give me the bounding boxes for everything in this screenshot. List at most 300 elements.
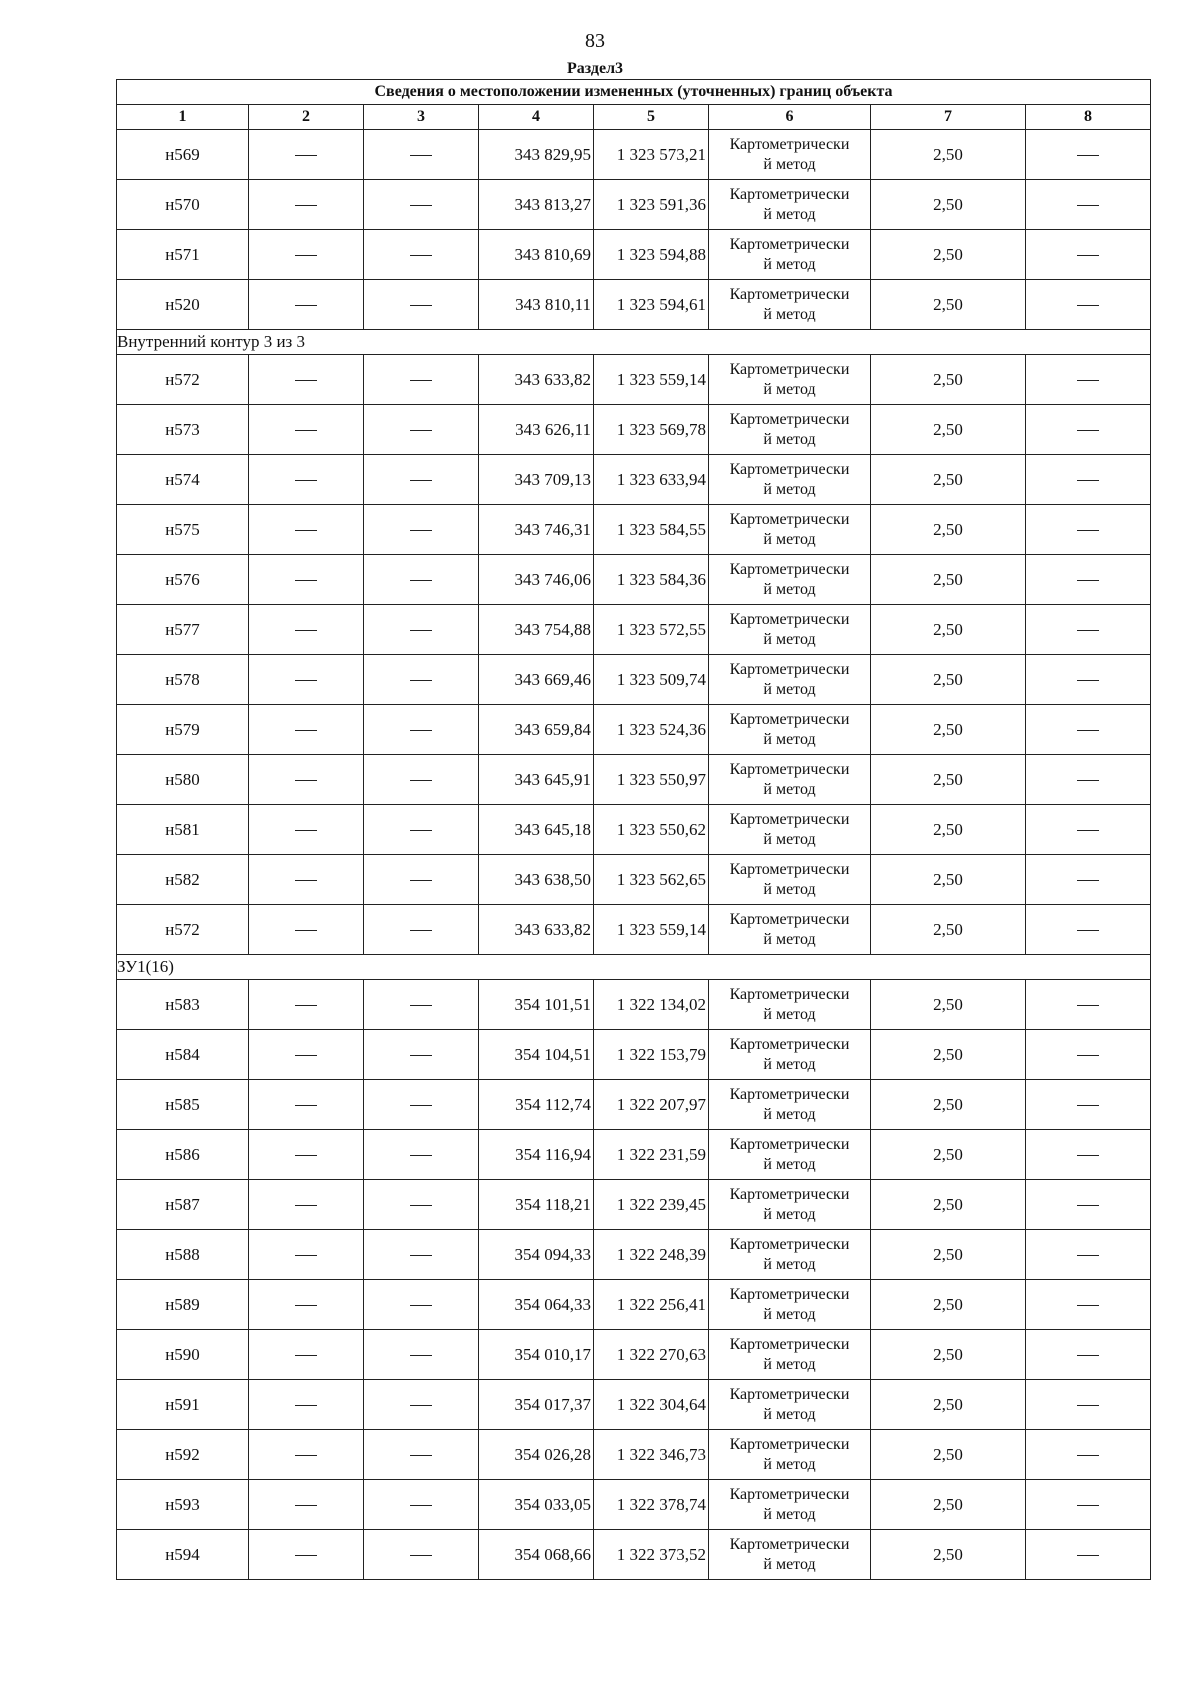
y-coordinate-cell: 1 322 270,63 bbox=[594, 1330, 709, 1380]
col8-empty-cell bbox=[1026, 230, 1151, 280]
dash-mark bbox=[410, 580, 432, 581]
precision-cell: 2,50 bbox=[871, 755, 1026, 805]
dash-mark bbox=[295, 930, 317, 931]
col3-empty-cell bbox=[364, 655, 479, 705]
y-coordinate-cell: 1 323 591,36 bbox=[594, 180, 709, 230]
y-coordinate-cell: 1 322 231,59 bbox=[594, 1130, 709, 1180]
dash-mark bbox=[410, 1405, 432, 1406]
col3-empty-cell bbox=[364, 855, 479, 905]
y-coordinate-cell: 1 322 373,52 bbox=[594, 1530, 709, 1580]
y-coordinate-cell: 1 323 573,21 bbox=[594, 130, 709, 180]
method-cell bbox=[709, 805, 871, 855]
method-line-1: Картометрически bbox=[729, 1335, 850, 1353]
dash-mark bbox=[410, 205, 432, 206]
dash-mark bbox=[295, 1455, 317, 1456]
col8-empty-cell bbox=[1026, 1530, 1151, 1580]
method-cell bbox=[709, 555, 871, 605]
precision-cell: 2,50 bbox=[871, 455, 1026, 505]
dash-mark bbox=[1077, 1405, 1099, 1406]
dash-mark bbox=[410, 530, 432, 531]
col3-empty-cell bbox=[364, 280, 479, 330]
point-id-cell: н579 bbox=[117, 705, 249, 755]
precision-cell: 2,50 bbox=[871, 855, 1026, 905]
col3-empty-cell bbox=[364, 355, 479, 405]
method-line-1: Картометрически bbox=[729, 810, 850, 828]
col3-empty-cell bbox=[364, 755, 479, 805]
col2-empty-cell bbox=[249, 705, 364, 755]
y-coordinate-cell: 1 323 569,78 bbox=[594, 405, 709, 455]
dash-mark bbox=[1077, 1305, 1099, 1306]
x-coordinate-cell: 354 068,66 bbox=[479, 1530, 594, 1580]
dash-mark bbox=[295, 880, 317, 881]
col2-empty-cell bbox=[249, 1080, 364, 1130]
method-cell bbox=[709, 1380, 871, 1430]
dash-mark bbox=[410, 255, 432, 256]
method-line-1: Картометрически bbox=[729, 135, 850, 153]
dash-mark bbox=[1077, 1255, 1099, 1256]
col2-empty-cell bbox=[249, 1130, 364, 1180]
precision-cell: 2,50 bbox=[871, 705, 1026, 755]
method-cell bbox=[709, 1430, 871, 1480]
dash-mark bbox=[410, 1155, 432, 1156]
col2-empty-cell bbox=[249, 655, 364, 705]
y-coordinate-cell: 1 322 248,39 bbox=[594, 1230, 709, 1280]
method-cell bbox=[709, 705, 871, 755]
dash-mark bbox=[410, 1105, 432, 1106]
point-id-cell: н593 bbox=[117, 1480, 249, 1530]
y-coordinate-cell: 1 322 134,02 bbox=[594, 980, 709, 1030]
col2-empty-cell bbox=[249, 980, 364, 1030]
col2-empty-cell bbox=[249, 905, 364, 955]
point-id-cell: н572 bbox=[117, 355, 249, 405]
dash-mark bbox=[1077, 1055, 1099, 1056]
table-row bbox=[117, 355, 1151, 405]
contour-group-label: ЗУ1(16) bbox=[117, 955, 1151, 980]
dash-mark bbox=[410, 1355, 432, 1356]
dash-mark bbox=[295, 1005, 317, 1006]
col3-empty-cell bbox=[364, 505, 479, 555]
col8-empty-cell bbox=[1026, 855, 1151, 905]
col8-empty-cell bbox=[1026, 805, 1151, 855]
table-row bbox=[117, 1330, 1151, 1380]
method-line-1: Картометрически bbox=[729, 760, 850, 778]
table-row bbox=[117, 1030, 1151, 1080]
table-row bbox=[117, 455, 1151, 505]
precision-cell: 2,50 bbox=[871, 280, 1026, 330]
point-id-cell: н588 bbox=[117, 1230, 249, 1280]
col3-empty-cell bbox=[364, 1180, 479, 1230]
x-coordinate-cell: 343 669,46 bbox=[479, 655, 594, 705]
contour-group-row bbox=[117, 330, 1151, 355]
point-id-cell: н573 bbox=[117, 405, 249, 455]
col3-empty-cell bbox=[364, 1280, 479, 1330]
table-row bbox=[117, 1530, 1151, 1580]
method-line-2: й метод bbox=[763, 1555, 816, 1573]
dash-mark bbox=[410, 380, 432, 381]
x-coordinate-cell: 354 033,05 bbox=[479, 1480, 594, 1530]
point-id-cell: н581 bbox=[117, 805, 249, 855]
x-coordinate-cell: 354 026,28 bbox=[479, 1430, 594, 1480]
point-id-cell: н576 bbox=[117, 555, 249, 605]
method-cell bbox=[709, 1080, 871, 1130]
y-coordinate-cell: 1 323 559,14 bbox=[594, 355, 709, 405]
method-line-2: й метод bbox=[763, 730, 816, 748]
col2-empty-cell bbox=[249, 280, 364, 330]
y-coordinate-cell: 1 323 594,88 bbox=[594, 230, 709, 280]
x-coordinate-cell: 354 094,33 bbox=[479, 1230, 594, 1280]
col3-empty-cell bbox=[364, 805, 479, 855]
col3-empty-cell bbox=[364, 605, 479, 655]
method-line-1: Картометрически bbox=[729, 410, 850, 428]
column-number-1: 1 bbox=[117, 105, 249, 130]
dash-mark bbox=[410, 630, 432, 631]
method-line-1: Картометрически bbox=[729, 660, 850, 678]
dash-mark bbox=[295, 255, 317, 256]
method-cell bbox=[709, 455, 871, 505]
precision-cell: 2,50 bbox=[871, 555, 1026, 605]
dash-mark bbox=[410, 1055, 432, 1056]
precision-cell: 2,50 bbox=[871, 180, 1026, 230]
dash-mark bbox=[295, 530, 317, 531]
dash-mark bbox=[295, 830, 317, 831]
x-coordinate-cell: 343 659,84 bbox=[479, 705, 594, 755]
dash-mark bbox=[1077, 680, 1099, 681]
point-id-cell: н582 bbox=[117, 855, 249, 905]
y-coordinate-cell: 1 323 584,55 bbox=[594, 505, 709, 555]
dash-mark bbox=[295, 680, 317, 681]
dash-mark bbox=[295, 780, 317, 781]
x-coordinate-cell: 343 633,82 bbox=[479, 355, 594, 405]
boundary-coordinates-table bbox=[116, 79, 1151, 1580]
x-coordinate-cell: 354 101,51 bbox=[479, 980, 594, 1030]
method-cell bbox=[709, 355, 871, 405]
y-coordinate-cell: 1 323 584,36 bbox=[594, 555, 709, 605]
table-row bbox=[117, 1230, 1151, 1280]
dash-mark bbox=[1077, 930, 1099, 931]
method-line-1: Картометрически bbox=[729, 360, 850, 378]
col2-empty-cell bbox=[249, 855, 364, 905]
method-cell bbox=[709, 405, 871, 455]
col8-empty-cell bbox=[1026, 1230, 1151, 1280]
x-coordinate-cell: 343 746,31 bbox=[479, 505, 594, 555]
table-row bbox=[117, 980, 1151, 1030]
precision-cell: 2,50 bbox=[871, 805, 1026, 855]
x-coordinate-cell: 354 112,74 bbox=[479, 1080, 594, 1130]
precision-cell: 2,50 bbox=[871, 655, 1026, 705]
table-row bbox=[117, 555, 1151, 605]
dash-mark bbox=[295, 1105, 317, 1106]
y-coordinate-cell: 1 322 239,45 bbox=[594, 1180, 709, 1230]
precision-cell: 2,50 bbox=[871, 1030, 1026, 1080]
dash-mark bbox=[1077, 1105, 1099, 1106]
col2-empty-cell bbox=[249, 130, 364, 180]
precision-cell: 2,50 bbox=[871, 1330, 1026, 1380]
dash-mark bbox=[1077, 530, 1099, 531]
point-id-cell: н590 bbox=[117, 1330, 249, 1380]
method-cell bbox=[709, 130, 871, 180]
dash-mark bbox=[295, 430, 317, 431]
page-number: 83 bbox=[585, 30, 605, 52]
method-line-1: Картометрически bbox=[729, 1385, 850, 1403]
precision-cell: 2,50 bbox=[871, 130, 1026, 180]
method-cell bbox=[709, 1030, 871, 1080]
x-coordinate-cell: 343 746,06 bbox=[479, 555, 594, 605]
col8-empty-cell bbox=[1026, 280, 1151, 330]
precision-cell: 2,50 bbox=[871, 355, 1026, 405]
precision-cell: 2,50 bbox=[871, 1380, 1026, 1430]
dash-mark bbox=[410, 155, 432, 156]
dash-mark bbox=[410, 1005, 432, 1006]
method-line-1: Картометрически bbox=[729, 1085, 850, 1103]
y-coordinate-cell: 1 323 562,65 bbox=[594, 855, 709, 905]
dash-mark bbox=[1077, 1155, 1099, 1156]
point-id-cell: н584 bbox=[117, 1030, 249, 1080]
dash-mark bbox=[295, 580, 317, 581]
dash-mark bbox=[1077, 1455, 1099, 1456]
dash-mark bbox=[295, 730, 317, 731]
method-line-2: й метод bbox=[763, 1005, 816, 1023]
method-line-2: й метод bbox=[763, 380, 816, 398]
table-row bbox=[117, 1080, 1151, 1130]
col8-empty-cell bbox=[1026, 130, 1151, 180]
method-line-2: й метод bbox=[763, 1105, 816, 1123]
dash-mark bbox=[295, 1405, 317, 1406]
y-coordinate-cell: 1 322 153,79 bbox=[594, 1030, 709, 1080]
y-coordinate-cell: 1 323 509,74 bbox=[594, 655, 709, 705]
point-id-cell: н589 bbox=[117, 1280, 249, 1330]
col8-empty-cell bbox=[1026, 655, 1151, 705]
y-coordinate-cell: 1 323 550,62 bbox=[594, 805, 709, 855]
table-row bbox=[117, 1380, 1151, 1430]
dash-mark bbox=[295, 1155, 317, 1156]
dash-mark bbox=[1077, 730, 1099, 731]
col8-empty-cell bbox=[1026, 755, 1151, 805]
col3-empty-cell bbox=[364, 1480, 479, 1530]
point-id-cell: н591 bbox=[117, 1380, 249, 1430]
col8-empty-cell bbox=[1026, 1180, 1151, 1230]
method-cell bbox=[709, 605, 871, 655]
table-row bbox=[117, 605, 1151, 655]
method-line-1: Картометрически bbox=[729, 985, 850, 1003]
method-line-2: й метод bbox=[763, 680, 816, 698]
precision-cell: 2,50 bbox=[871, 605, 1026, 655]
col3-empty-cell bbox=[364, 980, 479, 1030]
dash-mark bbox=[1077, 155, 1099, 156]
dash-mark bbox=[410, 430, 432, 431]
method-line-2: й метод bbox=[763, 780, 816, 798]
col8-empty-cell bbox=[1026, 1330, 1151, 1380]
dash-mark bbox=[410, 680, 432, 681]
method-cell bbox=[709, 230, 871, 280]
method-line-2: й метод bbox=[763, 205, 816, 223]
method-cell bbox=[709, 1180, 871, 1230]
col2-empty-cell bbox=[249, 555, 364, 605]
col3-empty-cell bbox=[364, 1380, 479, 1430]
col8-empty-cell bbox=[1026, 1080, 1151, 1130]
column-number-5: 5 bbox=[594, 105, 709, 130]
precision-cell: 2,50 bbox=[871, 980, 1026, 1030]
table-row bbox=[117, 755, 1151, 805]
method-line-1: Картометрически bbox=[729, 560, 850, 578]
precision-cell: 2,50 bbox=[871, 1430, 1026, 1480]
x-coordinate-cell: 343 754,88 bbox=[479, 605, 594, 655]
precision-cell: 2,50 bbox=[871, 1130, 1026, 1180]
dash-mark bbox=[295, 1505, 317, 1506]
table-row bbox=[117, 1430, 1151, 1480]
column-number-6: 6 bbox=[709, 105, 871, 130]
precision-cell: 2,50 bbox=[871, 1480, 1026, 1530]
dash-mark bbox=[410, 930, 432, 931]
method-line-2: й метод bbox=[763, 1255, 816, 1273]
method-line-2: й метод bbox=[763, 155, 816, 173]
table-row bbox=[117, 905, 1151, 955]
table-row bbox=[117, 655, 1151, 705]
column-number-row bbox=[117, 105, 1151, 130]
x-coordinate-cell: 343 813,27 bbox=[479, 180, 594, 230]
dash-mark bbox=[295, 1555, 317, 1556]
col2-empty-cell bbox=[249, 1330, 364, 1380]
y-coordinate-cell: 1 323 633,94 bbox=[594, 455, 709, 505]
col8-empty-cell bbox=[1026, 355, 1151, 405]
method-line-2: й метод bbox=[763, 1405, 816, 1423]
col3-empty-cell bbox=[364, 555, 479, 605]
table-caption: Сведения о местоположении измененных (уточненных) границ объекта bbox=[117, 80, 1151, 105]
y-coordinate-cell: 1 323 572,55 bbox=[594, 605, 709, 655]
method-line-1: Картометрически bbox=[729, 610, 850, 628]
x-coordinate-cell: 343 638,50 bbox=[479, 855, 594, 905]
dash-mark bbox=[295, 1255, 317, 1256]
method-line-1: Картометрически bbox=[729, 1435, 850, 1453]
col8-empty-cell bbox=[1026, 1480, 1151, 1530]
precision-cell: 2,50 bbox=[871, 1530, 1026, 1580]
col2-empty-cell bbox=[249, 455, 364, 505]
dash-mark bbox=[410, 1555, 432, 1556]
dash-mark bbox=[1077, 580, 1099, 581]
method-line-1: Картометрически bbox=[729, 235, 850, 253]
col3-empty-cell bbox=[364, 1230, 479, 1280]
method-line-2: й метод bbox=[763, 580, 816, 598]
x-coordinate-cell: 343 709,13 bbox=[479, 455, 594, 505]
method-line-1: Картометрически bbox=[729, 460, 850, 478]
x-coordinate-cell: 343 810,11 bbox=[479, 280, 594, 330]
col3-empty-cell bbox=[364, 130, 479, 180]
column-number-4: 4 bbox=[479, 105, 594, 130]
dash-mark bbox=[295, 1055, 317, 1056]
method-cell bbox=[709, 855, 871, 905]
col2-empty-cell bbox=[249, 1530, 364, 1580]
contour-group-label: Внутренний контур 3 из 3 bbox=[117, 330, 1151, 355]
point-id-cell: н583 bbox=[117, 980, 249, 1030]
dash-mark bbox=[295, 205, 317, 206]
dash-mark bbox=[410, 305, 432, 306]
method-cell bbox=[709, 755, 871, 805]
col2-empty-cell bbox=[249, 1480, 364, 1530]
dash-mark bbox=[410, 1205, 432, 1206]
dash-mark bbox=[1077, 1505, 1099, 1506]
col8-empty-cell bbox=[1026, 980, 1151, 1030]
x-coordinate-cell: 354 010,17 bbox=[479, 1330, 594, 1380]
col8-empty-cell bbox=[1026, 180, 1151, 230]
col8-empty-cell bbox=[1026, 1280, 1151, 1330]
method-line-2: й метод bbox=[763, 255, 816, 273]
x-coordinate-cell: 354 116,94 bbox=[479, 1130, 594, 1180]
col2-empty-cell bbox=[249, 1380, 364, 1430]
method-line-2: й метод bbox=[763, 1155, 816, 1173]
col3-empty-cell bbox=[364, 1130, 479, 1180]
point-id-cell: н575 bbox=[117, 505, 249, 555]
point-id-cell: н572 bbox=[117, 905, 249, 955]
col3-empty-cell bbox=[364, 1330, 479, 1380]
method-line-1: Картометрически bbox=[729, 1235, 850, 1253]
col2-empty-cell bbox=[249, 1180, 364, 1230]
dash-mark bbox=[1077, 830, 1099, 831]
column-number-8: 8 bbox=[1026, 105, 1151, 130]
precision-cell: 2,50 bbox=[871, 1080, 1026, 1130]
dash-mark bbox=[295, 1305, 317, 1306]
point-id-cell: н587 bbox=[117, 1180, 249, 1230]
method-cell bbox=[709, 280, 871, 330]
dash-mark bbox=[410, 480, 432, 481]
table-caption-row bbox=[117, 80, 1151, 105]
x-coordinate-cell: 354 118,21 bbox=[479, 1180, 594, 1230]
dash-mark bbox=[295, 155, 317, 156]
method-line-2: й метод bbox=[763, 1305, 816, 1323]
col2-empty-cell bbox=[249, 1230, 364, 1280]
method-cell bbox=[709, 905, 871, 955]
x-coordinate-cell: 354 104,51 bbox=[479, 1030, 594, 1080]
dash-mark bbox=[295, 480, 317, 481]
method-line-1: Картометрически bbox=[729, 1035, 850, 1053]
method-cell bbox=[709, 505, 871, 555]
method-line-1: Картометрически bbox=[729, 860, 850, 878]
method-line-2: й метод bbox=[763, 1455, 816, 1473]
dash-mark bbox=[1077, 480, 1099, 481]
method-cell bbox=[709, 180, 871, 230]
method-line-1: Картометрически bbox=[729, 1185, 850, 1203]
point-id-cell: н594 bbox=[117, 1530, 249, 1580]
col3-empty-cell bbox=[364, 230, 479, 280]
method-line-1: Картометрически bbox=[729, 185, 850, 203]
dash-mark bbox=[410, 1255, 432, 1256]
x-coordinate-cell: 343 645,18 bbox=[479, 805, 594, 855]
method-cell bbox=[709, 1530, 871, 1580]
column-number-7: 7 bbox=[871, 105, 1026, 130]
dash-mark bbox=[1077, 1005, 1099, 1006]
point-id-cell: н580 bbox=[117, 755, 249, 805]
col3-empty-cell bbox=[364, 705, 479, 755]
method-line-2: й метод bbox=[763, 1205, 816, 1223]
table-row bbox=[117, 230, 1151, 280]
method-line-2: й метод bbox=[763, 1355, 816, 1373]
method-line-2: й метод bbox=[763, 630, 816, 648]
dash-mark bbox=[295, 630, 317, 631]
table-row bbox=[117, 1280, 1151, 1330]
method-line-2: й метод bbox=[763, 430, 816, 448]
method-cell bbox=[709, 1280, 871, 1330]
col8-empty-cell bbox=[1026, 1030, 1151, 1080]
x-coordinate-cell: 343 626,11 bbox=[479, 405, 594, 455]
point-id-cell: н577 bbox=[117, 605, 249, 655]
y-coordinate-cell: 1 323 559,14 bbox=[594, 905, 709, 955]
method-line-1: Картометрически bbox=[729, 1535, 850, 1553]
y-coordinate-cell: 1 322 256,41 bbox=[594, 1280, 709, 1330]
table-row bbox=[117, 1480, 1151, 1530]
col2-empty-cell bbox=[249, 1280, 364, 1330]
y-coordinate-cell: 1 322 207,97 bbox=[594, 1080, 709, 1130]
col3-empty-cell bbox=[364, 905, 479, 955]
method-line-1: Картометрически bbox=[729, 1485, 850, 1503]
precision-cell: 2,50 bbox=[871, 230, 1026, 280]
